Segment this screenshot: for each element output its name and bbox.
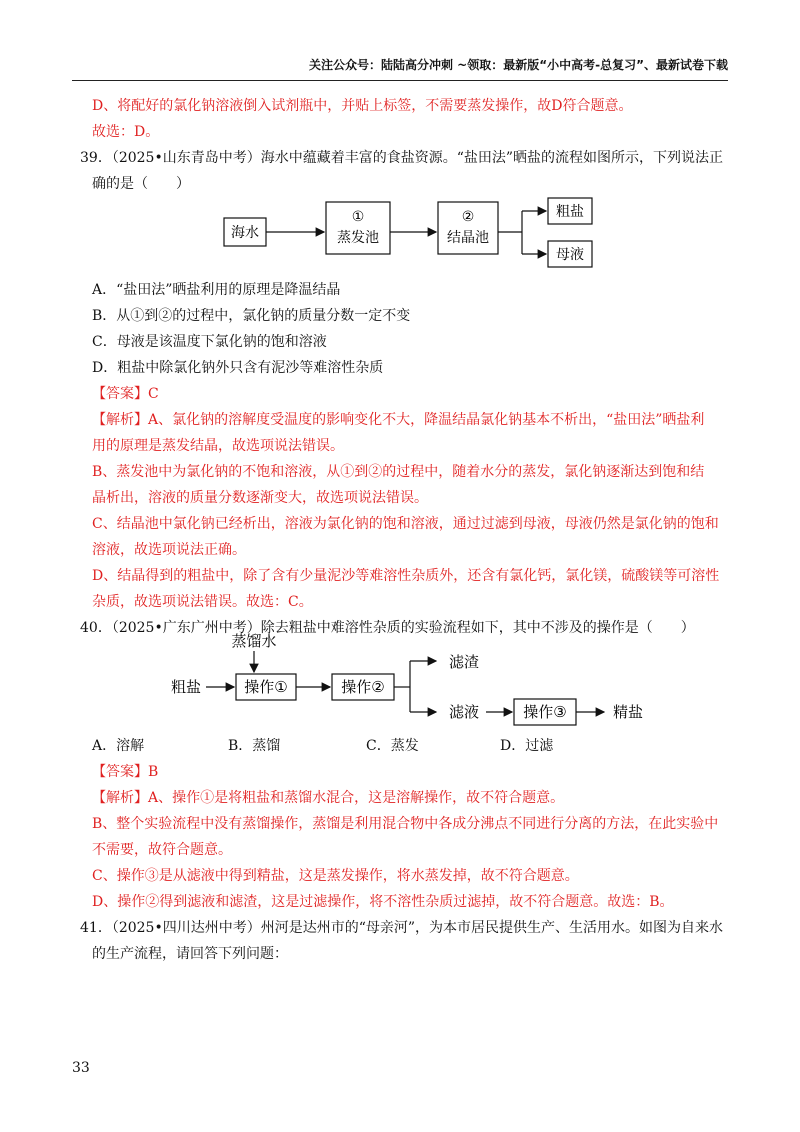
q39-analysis-line: C、结晶池中氯化钠已经析出，溶液为氯化钠的饱和溶液，通过过滤到母液，母液仍然是氯化钠的饱和 <box>92 516 719 532</box>
q39-option-a: A．“盐田法”晒盐利用的原理是降温结晶 <box>92 282 341 298</box>
q40-option-b: B．蒸馏 <box>228 738 281 754</box>
q40-analysis-line: D、操作②得到滤液和滤渣，这是过滤操作，将不溶性杂质过滤掉，故不符合题意。故选：B。 <box>92 894 674 910</box>
q40-answer: 【答案】B <box>92 764 159 780</box>
q40-analysis-line: C、操作③是从滤液中得到精盐，这是蒸发操作，将水蒸发掉，故不符合题意。 <box>92 868 579 884</box>
q40-option-a: A．溶解 <box>92 738 145 754</box>
q40-analysis-line: B、整个实验流程中没有蒸馏操作，蒸馏是利用混合物中各成分沸点不同进行分离的方法，在此实验中 <box>92 816 719 832</box>
q41-stem-line-1: 41．（2025•四川达州中考）州河是达州市的“母亲河”，为本市居民提供生产、生活用水。如图为自来水 <box>80 920 724 936</box>
q39-option-c: C．母液是该温度下氯化钠的饱和溶液 <box>92 334 327 350</box>
q39-stem-line-1: 39．（2025•山东青岛中考）海水中蕴藏着丰富的食盐资源。“盐田法”晒盐的流程如图所示，下列说法正 <box>80 150 724 166</box>
prev-option-d-explanation: D、将配好的氯化钠溶液倒入试剂瓶中，并贴上标签，不需要蒸发操作，故D符合题意。 <box>92 98 633 114</box>
q39-answer: 【答案】C <box>92 386 159 402</box>
q39-pool1-label: 蒸发池 <box>337 230 379 246</box>
q40-op2-label: 操作② <box>341 678 385 696</box>
q41-stem-line-2: 的生产流程，请回答下列问题： <box>92 946 288 962</box>
q40-crude-salt-label: 粗盐 <box>170 678 202 696</box>
q39-option-b: B．从①到②的过程中，氯化钠的质量分数一定不变 <box>92 308 411 324</box>
q39-pool2-label: 结晶池 <box>447 230 489 246</box>
q40-refined-salt-label: 精盐 <box>612 703 644 721</box>
q39-pool1-number: ① <box>351 209 365 225</box>
q39-analysis-line: 【解析】A、氯化钠的溶解度受温度的影响变化不大，降温结晶氯化钠基本不析出，“盐田法”晒盐利 <box>92 412 705 428</box>
q40-op1-label: 操作① <box>244 678 288 696</box>
q40-analysis-line: 不需要，故符合题意。 <box>92 842 232 858</box>
page-number: 33 <box>72 1060 90 1076</box>
q40-water-label: 蒸馏水 <box>231 632 277 650</box>
q39-seawater-label: 海水 <box>231 225 259 241</box>
q40-residue-label: 滤渣 <box>448 653 480 671</box>
q40-options <box>92 736 692 756</box>
q39-analysis-line: D、结晶得到的粗盐中，除了含有少量泥沙等难溶性杂质外，还含有氯化钙，氯化镁，硫酸镁等可溶性 <box>92 568 720 584</box>
q39-analysis-line: 晶析出，溶液的质量分数逐渐变大，故选项说法错误。 <box>92 490 428 506</box>
page-header: 关注公众号：陆陆高分冲刺 ~领取：最新版“小中高考-总复习”、最新试卷下载 <box>309 58 728 72</box>
q40-flow-diagram <box>160 626 660 730</box>
q40-option-c: C．蒸发 <box>366 738 419 754</box>
q39-analysis-line: 用的原理是蒸发结晶，故选项说法错误。 <box>92 438 344 454</box>
q40-stem: 40．（2025•广东广州中考）除去粗盐中难溶性杂质的实验流程如下，其中不涉及的操作是（ ） <box>80 620 695 636</box>
q39-pool2-number: ② <box>461 209 475 225</box>
q40-filtrate-label: 滤液 <box>448 703 480 721</box>
prev-conclusion: 故选：D。 <box>92 124 160 140</box>
q39-flow-diagram <box>218 194 598 274</box>
q40-op3-label: 操作③ <box>523 703 567 721</box>
q39-stem-line-2: 确的是（ ） <box>92 176 190 192</box>
header-rule <box>72 80 728 81</box>
q39-analysis-line: 溶液，故选项说法正确。 <box>92 542 246 558</box>
q39-mother-liquor-label: 母液 <box>556 247 584 263</box>
q39-analysis-line: B、蒸发池中为氯化钠的不饱和溶液，从①到②的过程中，随着水分的蒸发，氯化钠逐渐达到饱和结 <box>92 464 705 480</box>
q39-crude-salt-label: 粗盐 <box>556 204 584 220</box>
q39-analysis-line: 杂质，故选项说法错误。故选：C。 <box>92 594 313 610</box>
q40-option-d: D．过滤 <box>500 738 554 754</box>
q40-analysis-line: 【解析】A、操作①是将粗盐和蒸馏水混合，这是溶解操作，故不符合题意。 <box>92 790 565 806</box>
q39-option-d: D．粗盐中除氯化钠外只含有泥沙等难溶性杂质 <box>92 360 384 376</box>
